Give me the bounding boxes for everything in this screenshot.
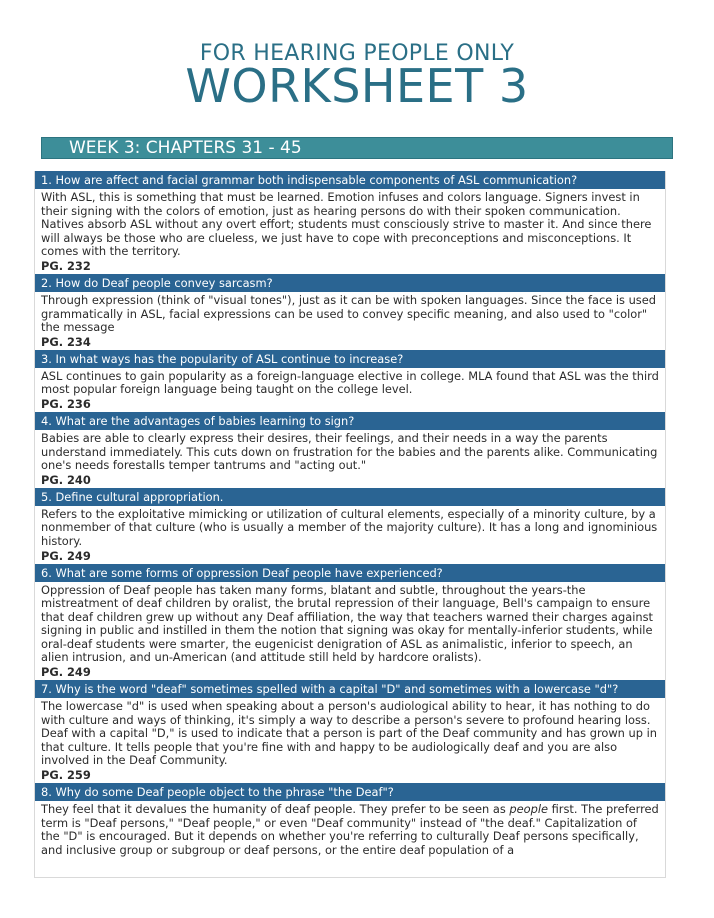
- answer-3: ASL continues to gain popularity as a foreign-language elective in college. MLA found that ASL was the third most popular foreign language being taught on the college level.: [41, 368, 659, 397]
- answer-4: Babies are able to clearly express their desires, their feelings, and their needs in a way the parents understand immediately. This cuts down on frustration for the babies and the parents alike. Communicating one's needs forestalls temper tantrums and "acting out.": [41, 430, 658, 473]
- page-ref-1: PG. 232: [41, 258, 91, 273]
- qa-item-8: [35, 783, 665, 857]
- qa-item-3: [35, 350, 665, 412]
- page-ref-6: PG. 249: [41, 665, 91, 680]
- question-8: 8. Why do some Deaf people object to the phrase "the Deaf"?: [35, 783, 665, 801]
- qa-item-6: [35, 564, 665, 681]
- question-6: 6. What are some forms of oppression Deaf people have experienced?: [35, 564, 665, 582]
- answer-7: The lowercase "d" is used when speaking about a person's audiological ability to hear, it has nothing to do with culture and ways of thinking, it's simply a way to describe a person's severe to profound hearing loss. Deaf with a capital "D," is used to indicate that a person is part of the Deaf community and has grown up in that culture. It tells people that you're fine with and happy to be audiologically deaf and you are also involved in the Deaf Community.: [41, 699, 657, 768]
- answer-8-emphasis: people: [509, 802, 549, 817]
- qa-item-2: [35, 274, 665, 350]
- answer-8-part-2: first. The preferred term is "Deaf persons," "Deaf people," or even "Deaf community" instead of "the deaf." Capitalization of the "D" is encouraged. But it depends on whether you're referring to culturally Deaf persons specifically, and inclusive group or subgroup or deaf persons, or the entire deaf population of a: [41, 802, 659, 857]
- answer-8: [35, 801, 665, 857]
- qa-item-7: [35, 680, 665, 783]
- worksheet-supertitle: FOR HEARING PEOPLE ONLY: [199, 41, 515, 66]
- question-answer-list: [34, 171, 666, 878]
- question-1: 1. How are affect and facial grammar both indispensable components of ASL communication?: [35, 171, 665, 189]
- page-ref-5: PG. 249: [41, 548, 91, 563]
- question-5: 5. Define cultural appropriation.: [35, 488, 665, 506]
- answer-5: Refers to the exploitative mimicking or utilization of cultural elements, especially of a minority culture, by a nonmember of that culture (who is usually a member of the majority culture). It has a long and ignominious history.: [41, 506, 658, 548]
- question-7: 7. Why is the word "deaf" sometimes spelled with a capital "D" and sometimes with a lowercase "d"?: [35, 680, 665, 698]
- qa-item-1: [35, 171, 665, 274]
- qa-item-4: [35, 412, 665, 488]
- page-ref-4: PG. 240: [41, 472, 91, 487]
- week-banner: WEEK 3: CHAPTERS 31 - 45: [41, 137, 673, 159]
- page-ref-2: PG. 234: [41, 334, 91, 349]
- question-3: 3. In what ways has the popularity of ASL continue to increase?: [35, 350, 665, 368]
- qa-item-5: [35, 488, 665, 564]
- answer-8-part-1: They feel that it devalues the humanity of deaf people. They prefer to be seen as: [41, 802, 510, 817]
- page-ref-3: PG. 236: [41, 396, 91, 411]
- question-2: 2. How do Deaf people convey sarcasm?: [35, 274, 665, 292]
- worksheet-title: WORKSHEET 3: [185, 59, 529, 113]
- page-ref-7: PG. 259: [41, 768, 91, 783]
- question-4: 4. What are the advantages of babies learning to sign?: [35, 412, 665, 430]
- answer-6: Oppression of Deaf people has taken many forms, blatant and subtle, throughout the years-the mistreatment of deaf children by oralist, the brutal repression of their language, Bell's campaign to ensure that deaf children grew up without any Deaf affiliation, the way that teachers warned their charges against signing in public and instilled in them the notion that signing was okay for mentally-inferior students, while oral-deaf students were smarter, the eugenicist denigration of ASL as animalistic, inferior to speech, an alien intrusion, and un-American (and attitude still held by hardcore oralists).: [41, 582, 653, 665]
- answer-2: Through expression (think of "visual tones"), just as it can be with spoken languages. Since the face is used grammatically in ASL, facial expressions can be used to convey specific meaning, and also used to "color" the message: [41, 292, 656, 335]
- answer-1: With ASL, this is something that must be learned. Emotion infuses and colors language. Signers invest in their signing with the colors of emotion, just as hearing persons do with their spoken communication. Natives absorb ASL without any overt effort; students must consciously strive to master it. And since there will always be those who are clueless, we just have to cope with preconceptions and misconceptions. It comes with the territory.: [41, 190, 652, 259]
